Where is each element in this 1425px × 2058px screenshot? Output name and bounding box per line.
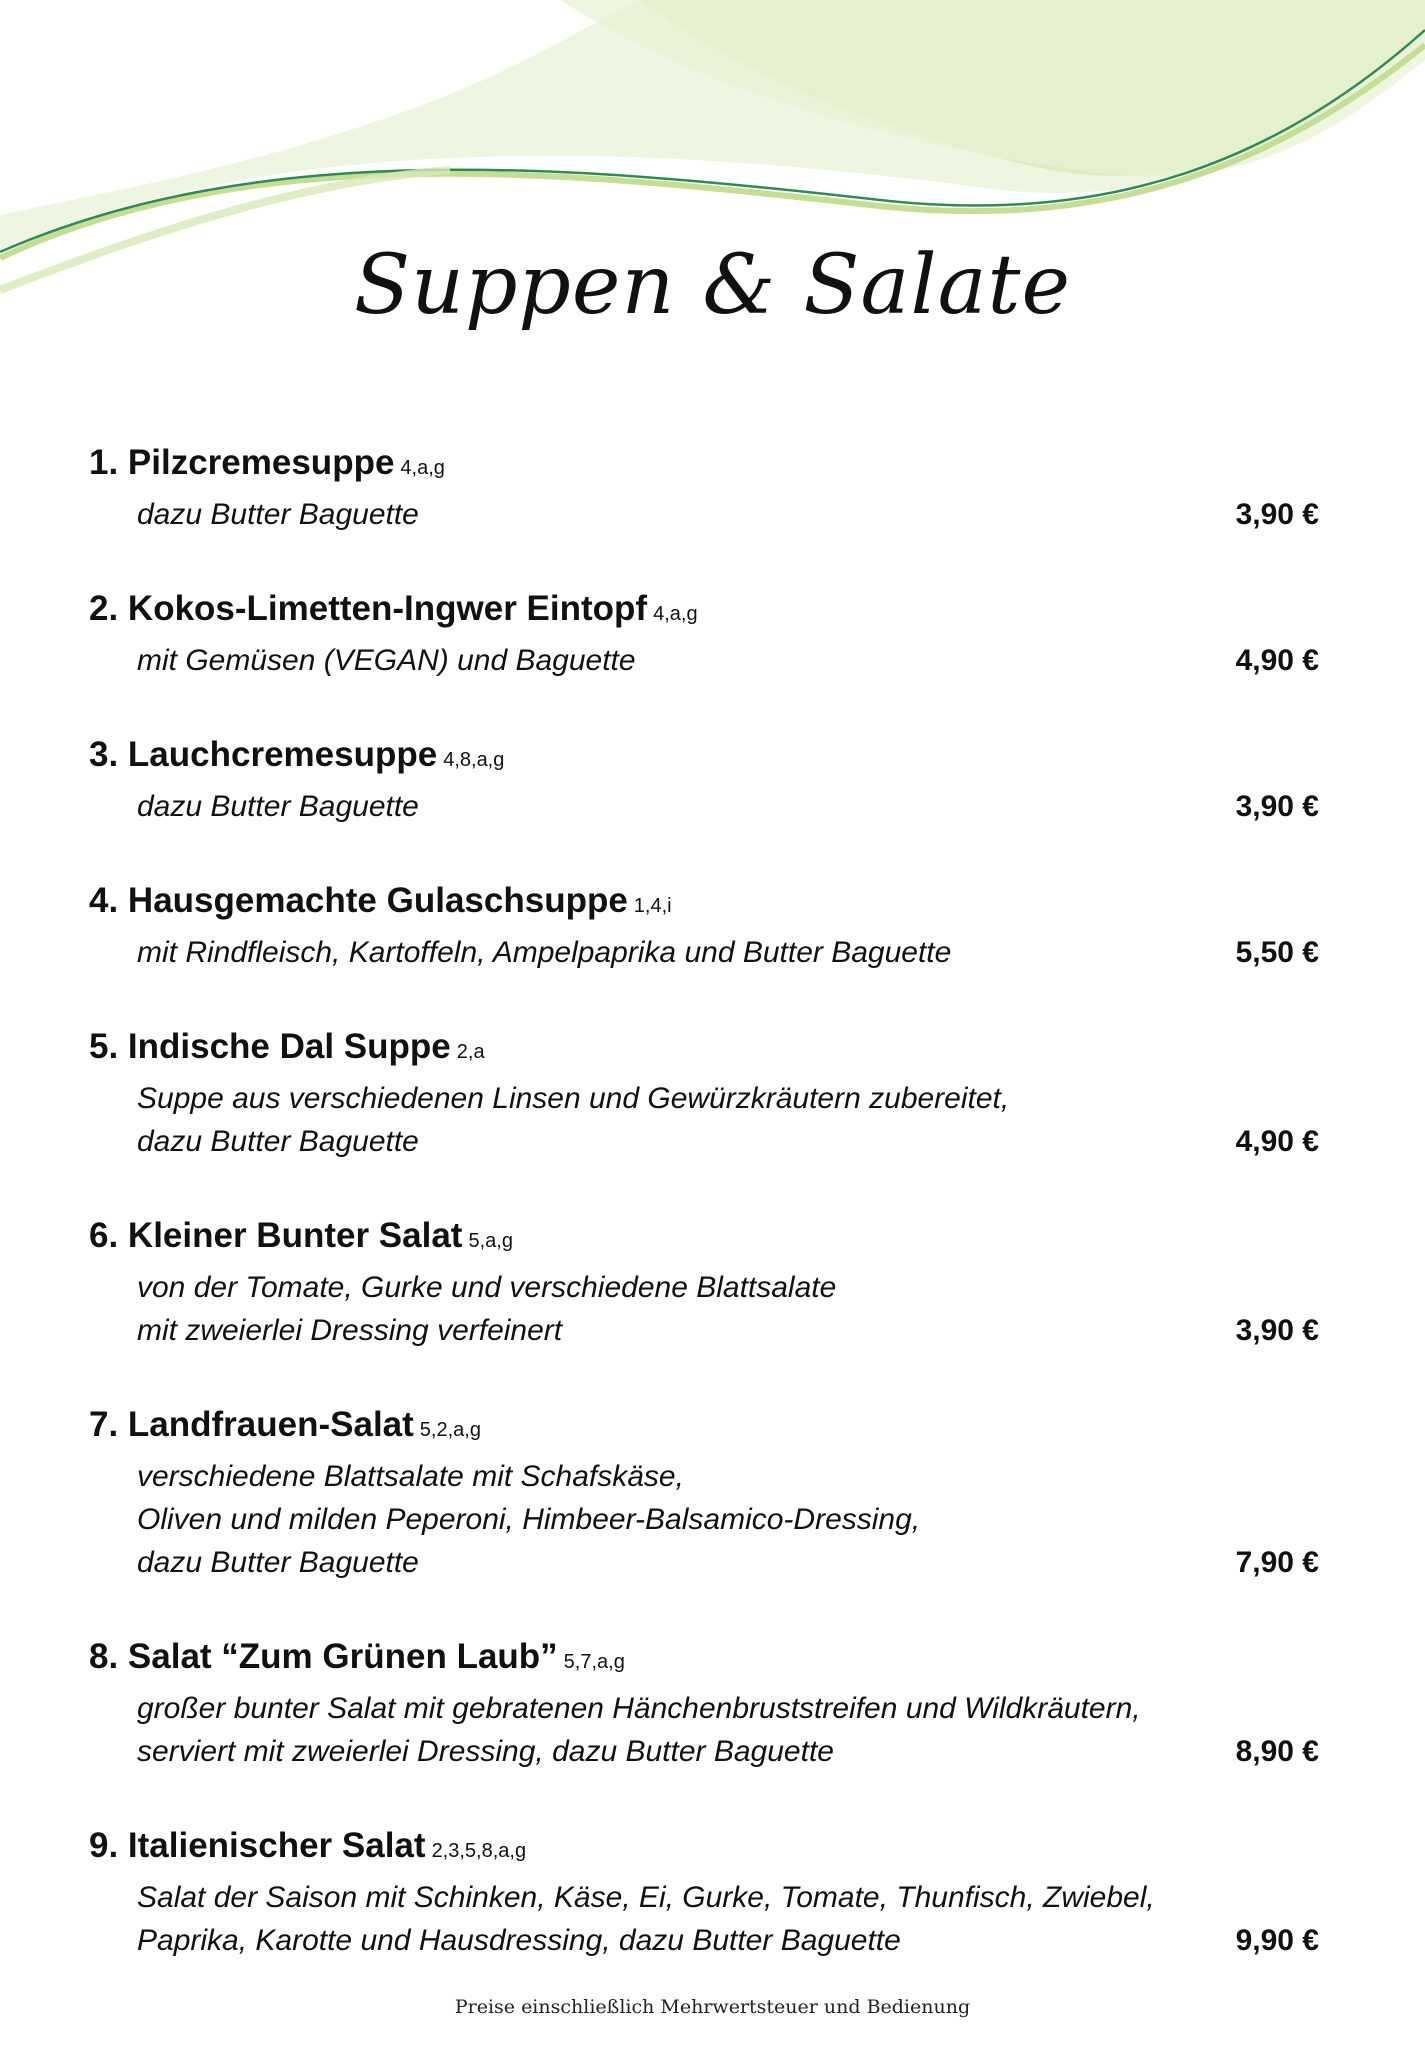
menu-item-name: 4. Hausgemachte Gulaschsuppe [89, 881, 628, 920]
menu-item-price: 8,90 € [1235, 1735, 1319, 1768]
menu-item-price: 4,90 € [1235, 1125, 1319, 1158]
menu-item-allergens: 1,4,i [633, 895, 672, 917]
menu-item-heading [89, 730, 1319, 785]
menu-item-description-line: mit Gemüsen (VEGAN) und Baguette [137, 644, 636, 677]
menu-item-price: 3,90 € [1235, 1314, 1319, 1347]
menu-item-description-line: Salat der Saison mit Schinken, Käse, Ei, Gurke, Tomate, Thunfisch, Zwiebel, [137, 1881, 1155, 1914]
menu-item [89, 1821, 1319, 1962]
menu-item-description-line: mit zweierlei Dressing verfeinert [137, 1314, 563, 1347]
menu-item-name: 5. Indische Dal Suppe [89, 1027, 451, 1066]
menu-item-name: 2. Kokos-Limetten-Ingwer Eintopf [89, 589, 648, 628]
menu-item-description [89, 1876, 1267, 1962]
footer-note: Preise einschließlich Mehrwertsteuer und Bedienung [454, 1996, 971, 2018]
menu-item-heading [89, 876, 1319, 931]
menu-item-description [89, 931, 1267, 974]
menu-item-allergens: 4,8,a,g [443, 749, 505, 771]
menu-item [89, 1400, 1319, 1584]
menu-item-description-line: dazu Butter Baguette [137, 498, 419, 531]
menu-item-description-line: großer bunter Salat mit gebratenen Hänchenbruststreifen und Wildkräutern, [137, 1692, 1141, 1725]
menu-item-description-line: dazu Butter Baguette [137, 1546, 419, 1579]
menu-item [89, 438, 1319, 536]
menu-item-heading [89, 1632, 1319, 1687]
menu-item-description-line: Suppe aus verschiedenen Linsen und Gewürzkräutern zubereitet, [137, 1082, 1010, 1115]
menu-item [89, 876, 1319, 974]
menu-item-description-line: dazu Butter Baguette [137, 790, 419, 823]
menu-item-description-line: von der Tomate, Gurke und verschiedene Blattsalate [137, 1271, 837, 1304]
menu-item-heading [89, 1400, 1319, 1455]
menu-item-name: 8. Salat “Zum Grünen Laub” [89, 1637, 558, 1676]
menu-item [89, 1022, 1319, 1163]
menu-item [89, 1632, 1319, 1773]
menu-item-description [89, 1687, 1267, 1773]
menu-item-heading [89, 1022, 1319, 1077]
menu-item-heading [89, 584, 1319, 639]
menu-item [89, 730, 1319, 828]
menu-item-description-line: Oliven und milden Peperoni, Himbeer-Balsamico-Dressing, [137, 1503, 921, 1536]
menu-item-description-line: mit Rindfleisch, Kartoffeln, Ampelpaprika und Butter Baguette [137, 936, 952, 969]
menu-item-description-line: Paprika, Karotte und Hausdressing, dazu Butter Baguette [137, 1924, 901, 1957]
menu-item-allergens: 5,7,a,g [563, 1651, 625, 1673]
menu-item-allergens: 2,a [456, 1041, 485, 1063]
menu-item-heading [89, 438, 1319, 493]
menu-item-description-line: serviert mit zweierlei Dressing, dazu Butter Baguette [137, 1735, 834, 1768]
menu-item-name: 3. Lauchcremesuppe [89, 735, 438, 774]
menu-item-name: 7. Landfrauen-Salat [89, 1405, 414, 1444]
menu-item-price: 5,50 € [1235, 936, 1319, 969]
menu-item [89, 584, 1319, 682]
menu-item-description [89, 1077, 1267, 1163]
menu-item-heading [89, 1211, 1319, 1266]
menu-item-allergens: 5,2,a,g [419, 1419, 481, 1441]
menu-list [89, 438, 1319, 2010]
menu-item-heading [89, 1821, 1319, 1876]
menu-item-description-line: dazu Butter Baguette [137, 1125, 419, 1158]
menu-item-allergens: 4,a,g [400, 457, 445, 479]
menu-item-description [89, 493, 1267, 536]
menu-item-description [89, 639, 1267, 682]
menu-item-description [89, 1266, 1267, 1352]
menu-item-description [89, 1455, 1267, 1584]
menu-item-description-line: verschiedene Blattsalate mit Schafskäse, [137, 1460, 684, 1493]
menu-item-allergens: 5,a,g [468, 1230, 513, 1252]
menu-item-price: 3,90 € [1235, 498, 1319, 531]
menu-item-name: 9. Italienischer Salat [89, 1826, 426, 1865]
menu-item-price: 4,90 € [1235, 644, 1319, 677]
menu-item-allergens: 4,a,g [653, 603, 698, 625]
menu-item-price: 3,90 € [1235, 790, 1319, 823]
menu-item-price: 7,90 € [1235, 1546, 1319, 1579]
page-title: Suppen & Salate [353, 238, 1072, 333]
menu-item-name: 6. Kleiner Bunter Salat [89, 1216, 463, 1255]
menu-item-allergens: 2,3,5,8,a,g [431, 1840, 527, 1862]
menu-item-description [89, 785, 1267, 828]
menu-item [89, 1211, 1319, 1352]
menu-item-name: 1. Pilzcremesuppe [89, 443, 395, 482]
menu-item-price: 9,90 € [1235, 1924, 1319, 1957]
